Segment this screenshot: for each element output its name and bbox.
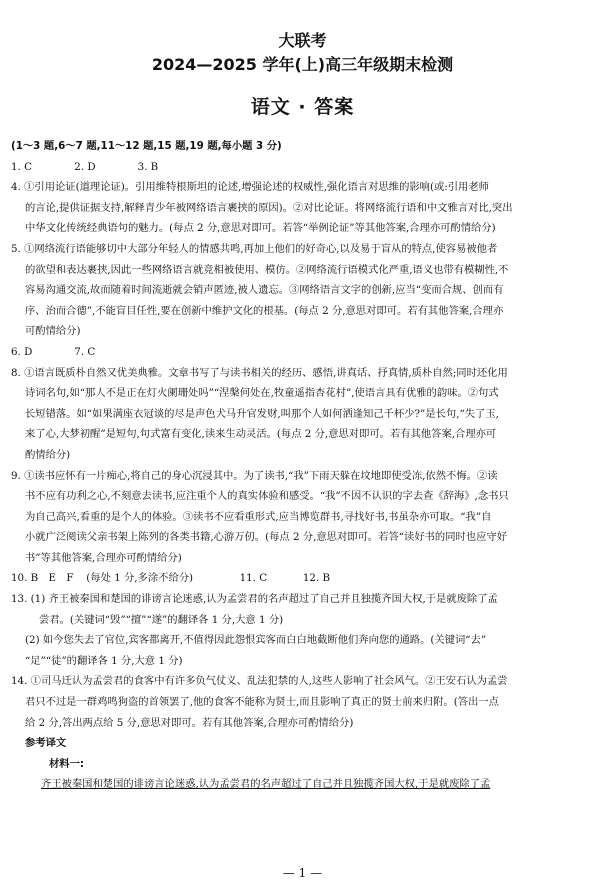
answer-9-line: 小就广泛阅读父亲书架上陈列的各类书籍,心游万仞。(每点 2 分,意思对即可。若答“读好书的同时也应守好 (25, 531, 507, 544)
answer-4-line: 中华文化传统经典语句的魅力。(每点 2 分,意思对即可。若答“举例论证”等其他答案,合理亦可酌情给分) (25, 222, 496, 235)
answers-10-12 (11, 568, 594, 589)
answer-12: 12. B (302, 572, 331, 585)
answer-5-line: 序、治而合德”,不能盲目任性,要在创新中维护文化的根基。(每点 2 分,意思对即可。若有其他答案,合理亦 (25, 304, 504, 317)
answer-9 (11, 466, 594, 569)
answer-10-note: (每处 1 分,多涂不给分) (86, 572, 194, 585)
exam-title: 2024—2025 学年(上)高三年级期末检测 (151, 55, 454, 74)
answer-6: 6. D (11, 345, 33, 358)
answer-8-line: 长短错落。如“如果满座衣冠谈的尽是声色犬马升官发财,叫那个人如何洒逢知己千杯少?”是长句,“失了玉, (25, 407, 499, 420)
answer-5-line: 5. ①网络流行语能够切中大部分年轻人的情感共鸣,再加上他们的好奇心,以及易于盲从的特点,使容易被他者 (11, 242, 498, 255)
answer-9-line: 为自己高兴,看重的是个人的体验。③读书不应看重形式,应当博览群书,寻找好书,书虽杂亦可取。“我”自 (25, 510, 492, 523)
subject-title: 语文 · 答案 (250, 96, 355, 118)
answer-13-line: “足”“徒”的翻译各 1 分,大意 1 分) (25, 654, 183, 667)
answer-14-line: 14. ①司马迁认为孟尝君的食客中有许多负气仗义、乱法犯禁的人,这些人影响了社会风气。②王安石认为孟尝 (11, 675, 508, 688)
translation-heading: 参考译文 (25, 737, 67, 750)
answer-13-line: 尝君。(关键词“毁”“擅”“遂”的翻译各 1 分,大意 1 分) (39, 613, 284, 626)
answer-9-line: 9. ①读书应怀有一片痴心,将自己的身心沉浸其中。为了读书,“我”下雨天躲在坟地即使受冻,依然不悔。②读 (11, 469, 498, 482)
answer-8-line: 8. ①语言既质朴自然又优美典雅。文章书写了与读书相关的经历、感悟,讲真话、抒真情,质朴自然;同时还化用 (11, 366, 508, 379)
answer-1: 1. C (11, 160, 32, 173)
answer-9-line: 书不应有功利之心,不刻意去读书,应注重个人的真实体验和感受。“我”不因不认识的字去查《辞海》,念书只 (25, 490, 509, 503)
org-title: 大联考 (278, 31, 327, 50)
answers-1-3 (11, 157, 594, 178)
answer-8 (11, 363, 594, 466)
answer-13-line: (2) 如今您失去了官位,宾客都离开,不值得因此怨恨宾客而白白地截断他们奔向您的通路。(关键词“去” (25, 634, 487, 647)
answer-4 (11, 177, 594, 239)
answer-9-line: 书”等其他答案,合理亦可酌情给分) (25, 551, 182, 564)
answers-6-7 (11, 342, 594, 363)
answer-5-line: 容易沟通交流,故而随着时间流逝就会销声匿迹,被人遗忘。③网络语言文字的创新,应当“变而合规、创而有 (25, 284, 504, 297)
answer-11: 11. C (239, 572, 268, 585)
answer-5 (11, 239, 594, 342)
answer-7: 7. C (74, 345, 96, 358)
answer-4-line: 的言论,提供证据支持,解释青少年被网络语言裹挟的原因)。②对比论证。将网络流行语和中文雅言对比,突出 (25, 201, 513, 214)
answer-5-line: 可酌情给分) (25, 325, 81, 338)
material-heading: 材料一: (49, 757, 85, 770)
answer-8-line: 来了心,大梦初醒”是短句,句式富有变化,读来生动灵活。(每点 2 分,意思对即可。若有其他答案,合理亦可 (25, 428, 497, 441)
answer-body (11, 136, 594, 795)
answer-2: 2. D (74, 160, 96, 173)
answer-13-line: 13. (1) 齐王被秦国和楚国的诽谤言论迷惑,认为孟尝君的名声超过了自己并且独揽齐国大权,于是就废除了孟 (11, 593, 498, 606)
page-number: — 1 — (282, 866, 323, 880)
answer-14 (11, 671, 594, 733)
answer-14-line: 君只不过是一群鸡鸣狗盗的首领罢了,他的食客不能称为贤士,而且影响了真正的贤士前来归附。(答出一点 (25, 696, 499, 709)
answer-8-line: 酌情给分) (25, 448, 71, 461)
answer-10: 10. B E F (11, 572, 74, 585)
answer-3: 3. B (137, 160, 159, 173)
answer-5-line: 的欲望和表达裹挟,因此一些网络语言就竞相被使用、模仿。②网络流行语模式化严重,语义也带有模糊性,不 (25, 263, 509, 276)
answer-8-line: 诗词名句,如“那人不是正在灯火阑珊处吗”“涅槃何处在,牧童遥指杏花村”,使语言具有优雅的韵味。②句式 (25, 387, 499, 400)
translation-text: 齐王被秦国和楚国的诽谤言论迷惑,认为孟尝君的名声超过了自己并且独揽齐国大权,于是就废除了孟 (41, 778, 491, 791)
answer-4-line: 4. ①引用论证(道理论证)。引用维特根斯坦的论述,增强论述的权威性,强化语言对思维的影响(或:引用老师 (11, 181, 489, 194)
answer-13 (11, 589, 594, 671)
scoring-intro: (1～3 题,6～7 题,11～12 题,15 题,19 题,每小题 3 分) (11, 140, 282, 152)
answer-14-line: 给 2 分,答出两点给 5 分,意思对即可。若有其他答案,合理亦可酌情给分) (25, 716, 354, 729)
